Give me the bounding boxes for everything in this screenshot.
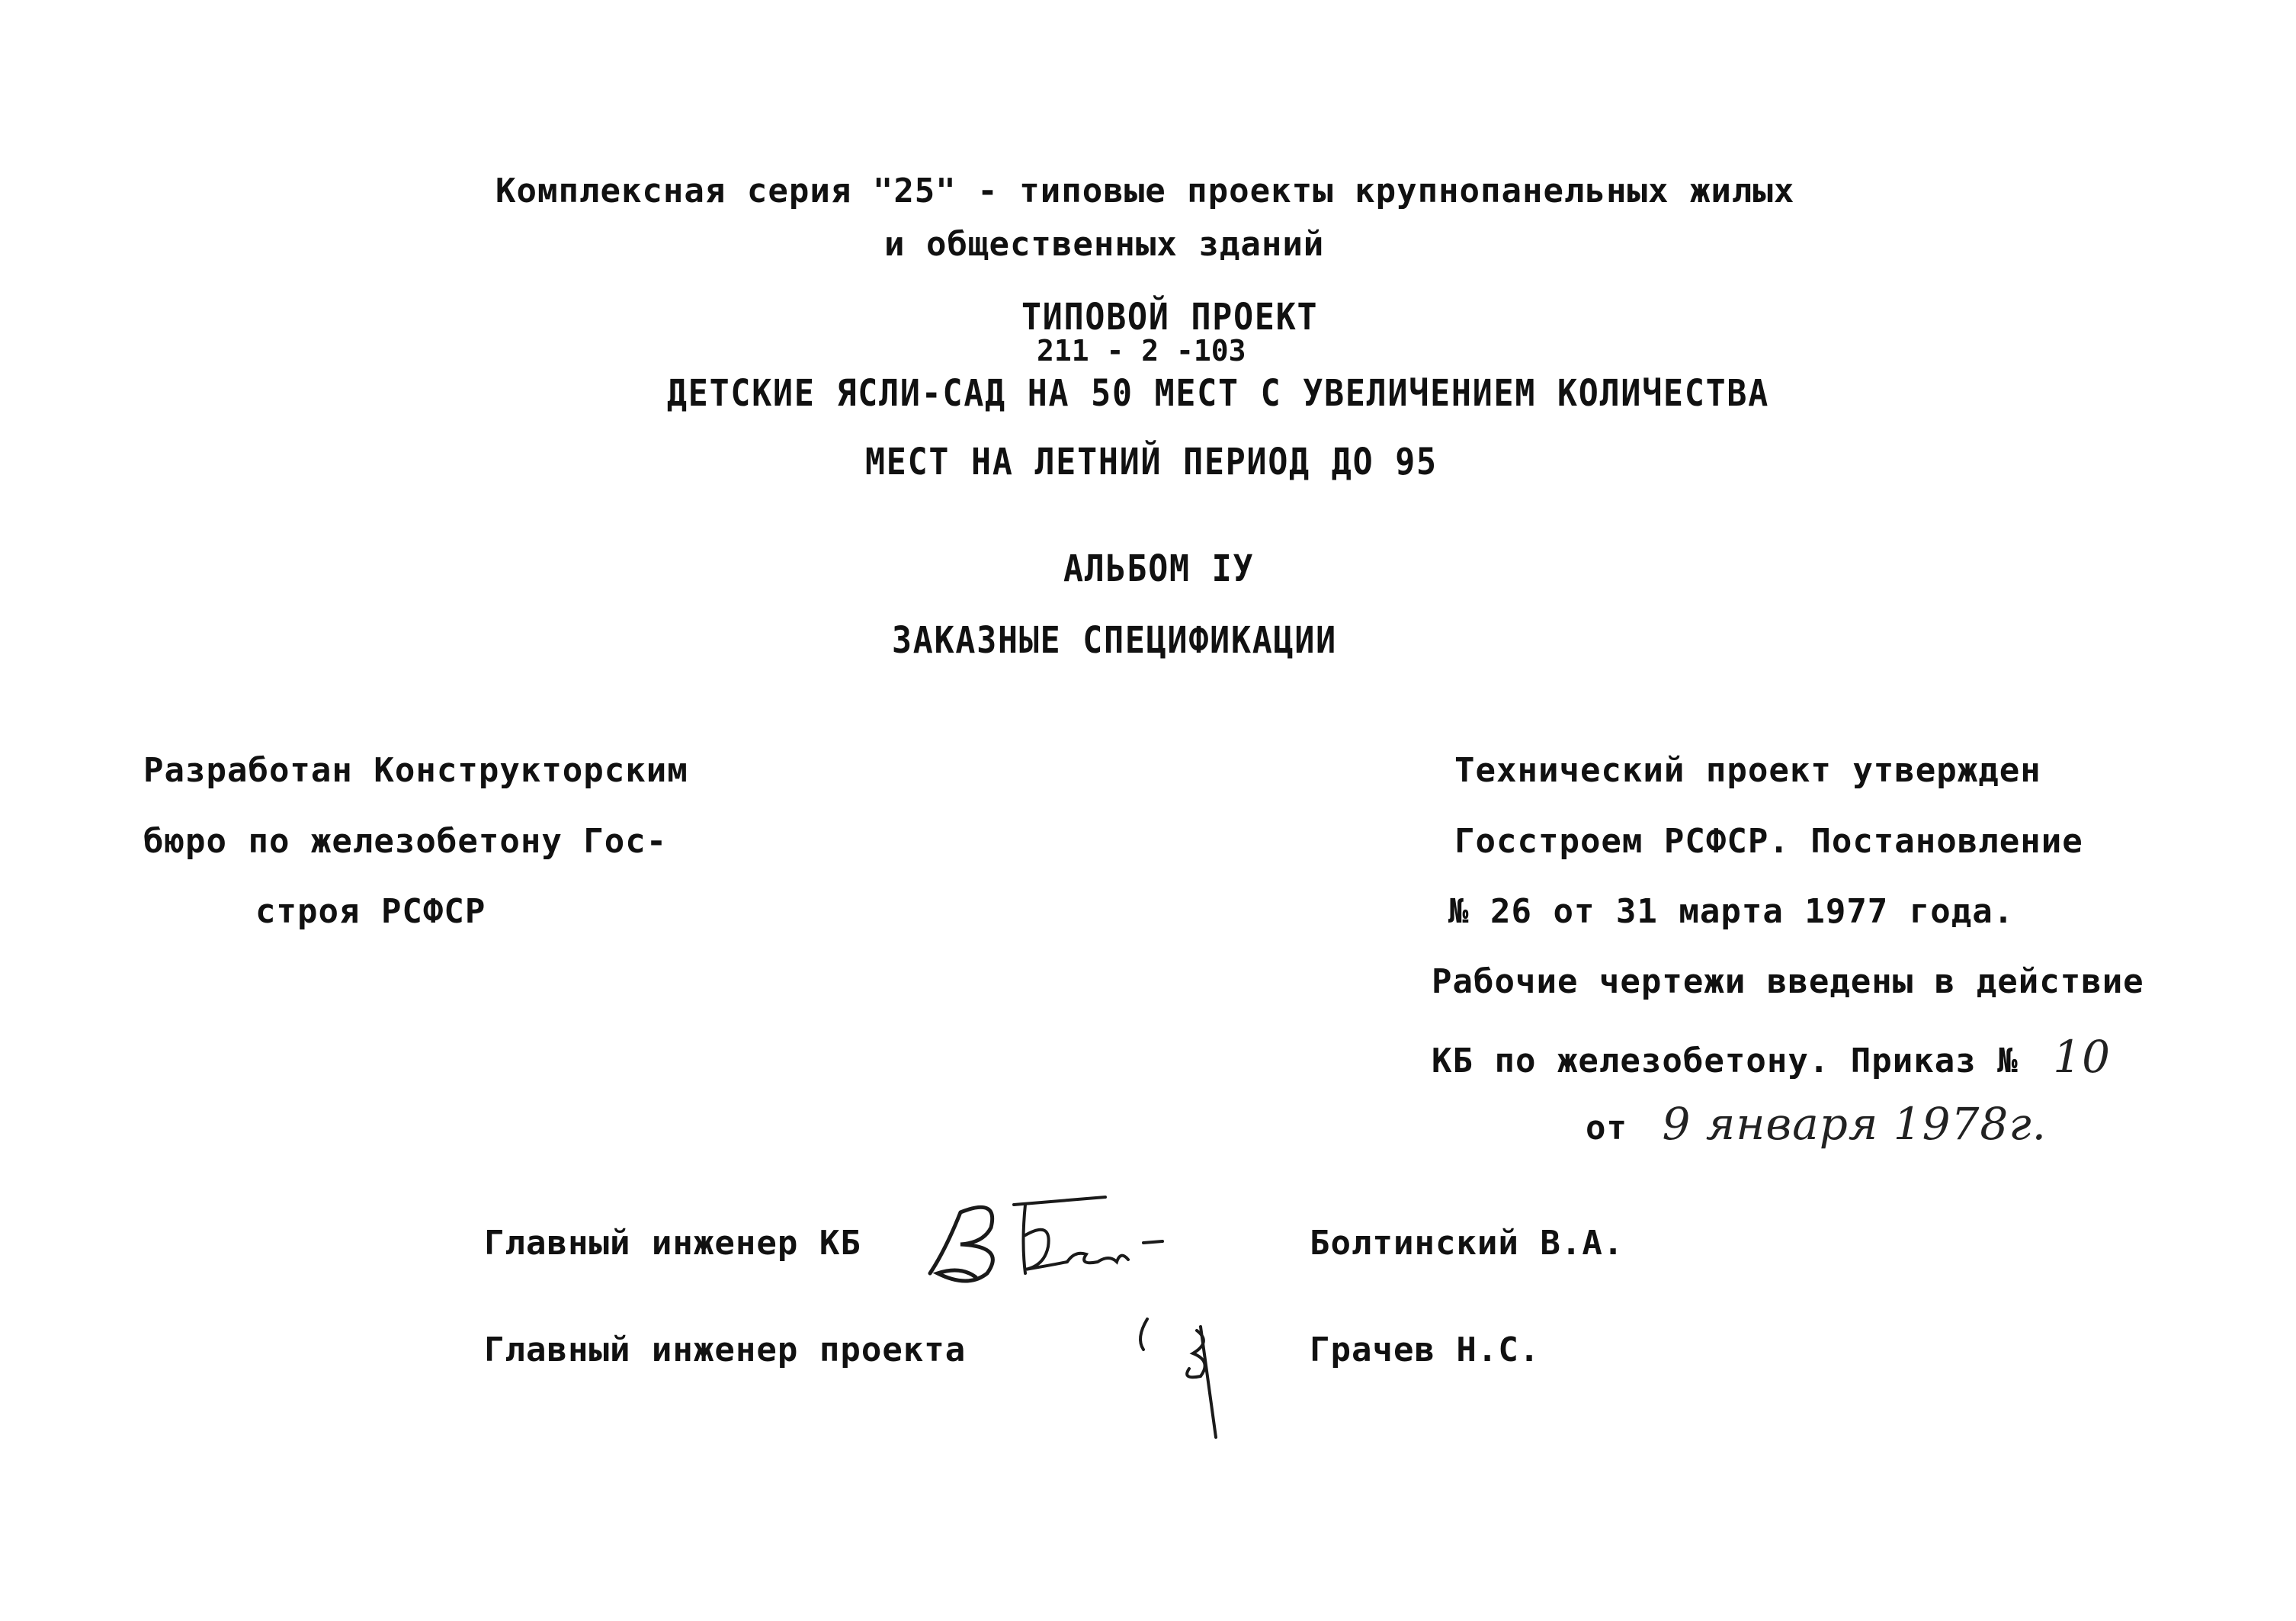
approval-order-number: 10: [2053, 1031, 2112, 1083]
signature-name-chief-engineer-project: Грачев Н.С.: [1310, 1331, 1541, 1369]
developer-line-2: бюро по железобетону Гос-: [143, 822, 668, 861]
approval-line-1: Технический проект утвержден: [1454, 751, 2041, 790]
album-number: АЛЬБОМ IУ: [1063, 547, 1255, 590]
handwritten-signature-project: [1128, 1296, 1250, 1449]
approval-line-6: [1586, 1098, 2047, 1150]
approval-order-label: КБ по железобетону. Приказ №: [1432, 1042, 2019, 1080]
series-line-1: Комплексная серия "25" - типовые проекты крупнопанельных жилых: [495, 172, 1795, 210]
approval-line-2: Госстроем РСФСР. Постановление: [1454, 822, 2083, 861]
type-label: ТИПОВОЙ ПРОЕКТ: [1021, 296, 1319, 339]
approval-date-label: от: [1586, 1109, 1627, 1148]
handwritten-signature-kb: [915, 1189, 1235, 1296]
project-title-line-1: ДЕТСКИЕ ЯСЛИ-САД НА 50 МЕСТ С УВЕЛИЧЕНИЕМ КОЛИЧЕСТВА: [667, 372, 1770, 415]
project-title-line-2: МЕСТ НА ЛЕТНИЙ ПЕРИОД ДО 95: [865, 441, 1438, 483]
developer-line-3: строя РСФСР: [255, 892, 486, 931]
approval-line-5: [1432, 1031, 2111, 1083]
developer-line-1: Разработан Конструкторским: [143, 751, 688, 790]
signature-role-chief-engineer-project: Главный инженер проекта: [484, 1331, 967, 1369]
series-line-2: и общественных зданий: [884, 225, 1325, 264]
album-subject: ЗАКАЗНЫЕ СПЕЦИФИКАЦИИ: [892, 619, 1337, 662]
project-number: 211 - 2 -103: [1037, 334, 1246, 368]
approval-line-4: Рабочие чертежи введены в действие: [1432, 962, 2144, 1001]
approval-line-3: № 26 от 31 марта 1977 года.: [1448, 892, 2015, 931]
approval-order-date: 9 января 1978г.: [1662, 1098, 2047, 1150]
signature-role-chief-engineer-kb: Главный инженер КБ: [484, 1224, 861, 1263]
signature-name-chief-engineer-kb: Болтинский В.А.: [1310, 1224, 1624, 1263]
